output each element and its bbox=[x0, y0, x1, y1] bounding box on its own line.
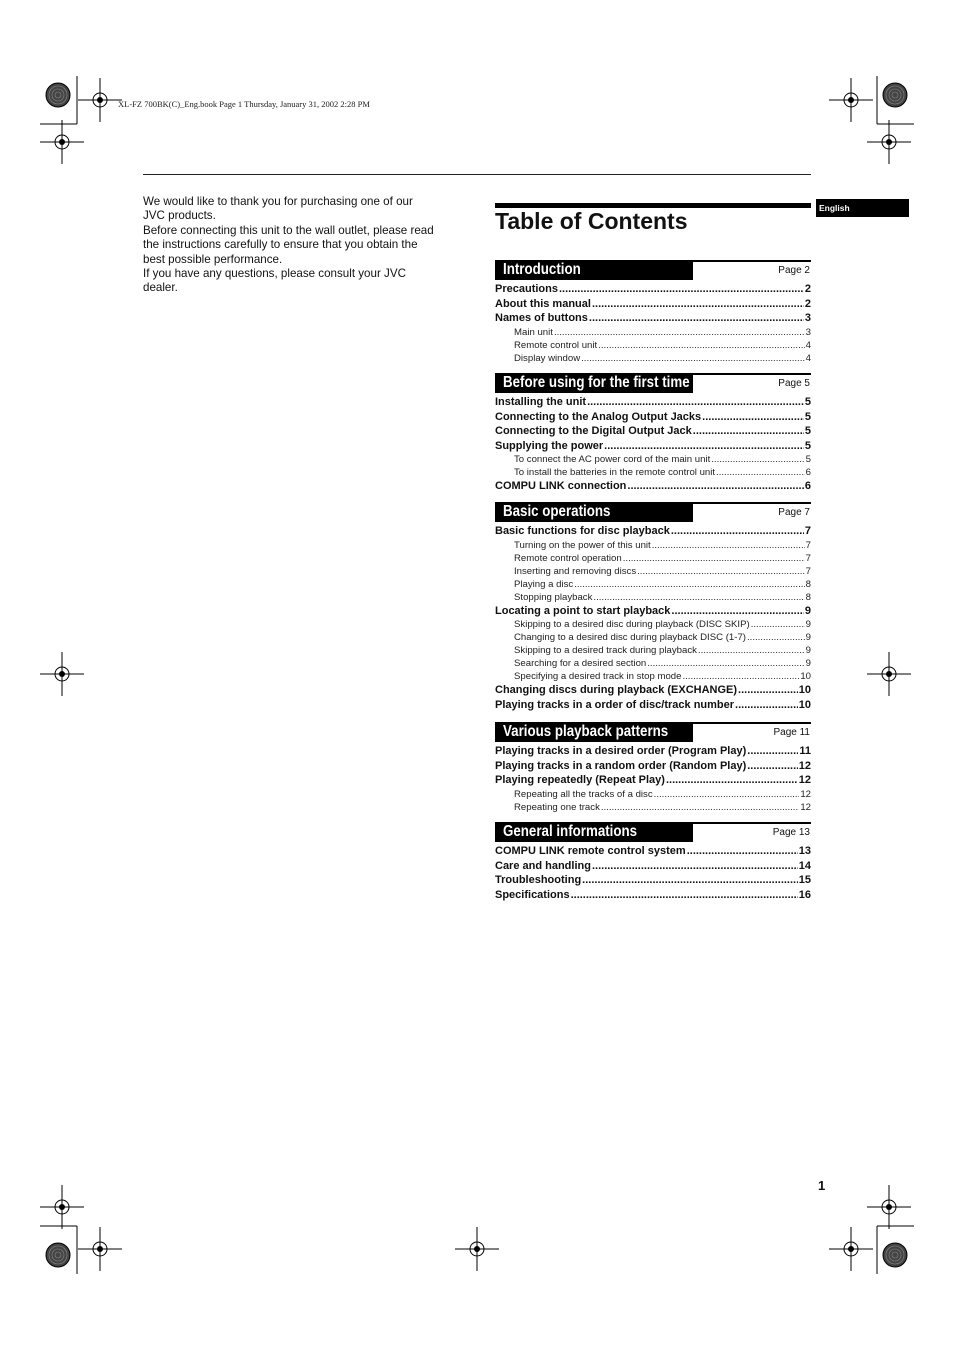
toc-entry-page: 7 bbox=[805, 552, 811, 564]
leader-dots bbox=[593, 591, 804, 604]
toc-entry-text: Skipping to a desired disc during playback (DISC SKIP) bbox=[514, 619, 750, 630]
toc-entries bbox=[495, 524, 811, 712]
toc-entry[interactable] bbox=[495, 888, 811, 903]
leader-dots bbox=[652, 539, 805, 552]
crosshair-dot bbox=[848, 97, 854, 103]
toc-entry-page: 2 bbox=[804, 283, 811, 295]
toc-section-introduction bbox=[495, 260, 811, 365]
toc-entry-text: Playing tracks in a desired order (Program Play) bbox=[495, 745, 747, 757]
crosshair-dot bbox=[886, 671, 892, 677]
toc-entry-page: 3 bbox=[805, 326, 811, 338]
crosshair-dot bbox=[59, 671, 65, 677]
toc-entry-text: Playing a disc bbox=[514, 578, 574, 590]
toc-entry-text: Connecting to the Analog Output Jacks bbox=[495, 410, 702, 423]
toc-entry-text: Remote control operation bbox=[514, 552, 622, 564]
toc-entry-page: 5 bbox=[804, 439, 811, 452]
intro-line: We would like to thank you for purchasing one of our bbox=[143, 195, 413, 208]
toc-entry[interactable] bbox=[495, 395, 811, 410]
leader-dots bbox=[671, 604, 803, 619]
toc-entries bbox=[495, 395, 811, 494]
toc-entry-text: Names of buttons bbox=[495, 312, 588, 324]
toc-entry-text: To connect the AC power cord of the main unit bbox=[514, 454, 711, 465]
intro-line: If you have any questions, please consult your JVC bbox=[143, 267, 406, 281]
leader-dots bbox=[693, 424, 804, 439]
toc-entry-text: Playing tracks in a order of disc/track number bbox=[495, 698, 735, 711]
toc-entry-text: Remote control unit bbox=[514, 339, 598, 351]
toc-entries bbox=[495, 744, 811, 814]
toc-entry[interactable] bbox=[495, 604, 811, 619]
toc-entry-page: 9 bbox=[805, 632, 811, 643]
leader-dots bbox=[747, 631, 805, 644]
toc-entry-page: 12 bbox=[800, 801, 811, 813]
toc-entry-page: 5 bbox=[804, 396, 811, 408]
toc-entry[interactable] bbox=[495, 524, 811, 539]
leader-dots bbox=[687, 844, 798, 859]
crosshair-dot bbox=[59, 139, 65, 145]
section-page: Page 13 bbox=[772, 827, 810, 838]
intro-line: best possible performance. bbox=[143, 252, 283, 266]
toc-entry[interactable] bbox=[495, 873, 811, 888]
leader-dots bbox=[623, 552, 805, 565]
leader-dots bbox=[751, 618, 805, 631]
toc-entry[interactable] bbox=[495, 466, 811, 479]
toc-entry-text: Playing repeatedly (Repeat Play) bbox=[495, 774, 665, 786]
section-title: Basic operations bbox=[503, 503, 611, 520]
toc-entry[interactable] bbox=[495, 683, 811, 698]
section-header-rule bbox=[693, 502, 811, 504]
toc-entry[interactable] bbox=[495, 670, 811, 683]
toc-entry-page: 15 bbox=[798, 874, 811, 886]
toc-entry[interactable] bbox=[495, 439, 811, 454]
toc-entry-page: 13 bbox=[798, 845, 811, 857]
print-header: XL-FZ 700BK(C)_Eng.book Page 1 Thursday, January 31, 2002 2:28 PM bbox=[118, 99, 370, 109]
leader-dots bbox=[581, 352, 805, 365]
toc-entry-text: Stopping playback bbox=[514, 591, 593, 603]
leader-dots bbox=[716, 466, 805, 479]
toc-entry[interactable] bbox=[495, 565, 811, 578]
toc-entry[interactable] bbox=[495, 424, 811, 439]
toc-entry-text: Main unit bbox=[514, 326, 553, 338]
crosshair-dot bbox=[97, 1246, 103, 1252]
leader-dots bbox=[604, 439, 804, 454]
toc-entry-text: COMPU LINK remote control system bbox=[495, 845, 686, 857]
leader-dots bbox=[702, 410, 804, 425]
section-header-rule bbox=[693, 373, 811, 375]
section-header-rule bbox=[693, 722, 811, 724]
leader-dots bbox=[637, 565, 805, 578]
toc-section-before-first-time bbox=[495, 373, 811, 494]
toc-entry-page: 9 bbox=[804, 604, 811, 617]
toc-entry-text: Skipping to a desired track during playback bbox=[514, 645, 697, 656]
crosshair-dot bbox=[59, 1204, 65, 1210]
target-icon bbox=[46, 83, 70, 107]
toc-entry[interactable] bbox=[495, 788, 811, 801]
toc-entry-text: Troubleshooting bbox=[495, 874, 582, 886]
leader-dots bbox=[747, 759, 798, 774]
toc-entry-text: Changing to a desired disc during playback DISC (1-7) bbox=[514, 632, 746, 643]
toc-entries bbox=[495, 844, 811, 902]
toc-entry-page: 16 bbox=[798, 888, 811, 901]
leader-dots bbox=[554, 326, 805, 339]
crosshair-dot bbox=[848, 1246, 854, 1252]
toc-entry[interactable] bbox=[495, 657, 811, 670]
leader-dots bbox=[671, 524, 804, 539]
toc-entry[interactable] bbox=[495, 578, 811, 591]
section-title: Introduction bbox=[503, 261, 581, 278]
toc-entry-text: Locating a point to start playback bbox=[495, 604, 671, 617]
intro-line: dealer. bbox=[143, 281, 178, 295]
toc-entry-page: 7 bbox=[804, 525, 811, 537]
toc-entry[interactable] bbox=[495, 744, 811, 759]
toc-entry-text: Basic functions for disc playback bbox=[495, 525, 670, 537]
toc-entry-page: 4 bbox=[805, 339, 811, 351]
leader-dots bbox=[666, 773, 798, 788]
toc-entry[interactable] bbox=[495, 311, 811, 326]
toc-entry-text: Specifying a desired track in stop mode bbox=[514, 671, 682, 682]
toc-entry-text: Turning on the power of this unit bbox=[514, 539, 651, 551]
toc-section-basic-operations bbox=[495, 502, 811, 712]
toc-entry[interactable] bbox=[495, 410, 811, 425]
toc-entry[interactable] bbox=[495, 698, 811, 713]
leader-dots bbox=[698, 644, 805, 657]
crosshair-dot bbox=[474, 1246, 480, 1252]
toc-entry-text: Repeating all the tracks of a disc bbox=[514, 788, 653, 800]
toc-entry-text: To install the batteries in the remote control unit bbox=[514, 467, 716, 478]
toc-entry[interactable] bbox=[495, 552, 811, 565]
toc-entry-page: 9 bbox=[805, 645, 811, 656]
page-number: 1 bbox=[818, 1178, 826, 1193]
toc-entry-page: 12 bbox=[800, 788, 811, 800]
toc-entry-page: 9 bbox=[805, 619, 811, 630]
toc-entry-text: Changing discs during playback (EXCHANGE) bbox=[495, 684, 738, 696]
section-page: Page 11 bbox=[773, 727, 810, 738]
leader-dots bbox=[735, 698, 798, 713]
leader-dots bbox=[582, 873, 798, 888]
leader-dots bbox=[574, 578, 804, 591]
crosshair-dot bbox=[97, 97, 103, 103]
toc-entry[interactable] bbox=[495, 326, 811, 339]
toc-entry-page: 11 bbox=[799, 745, 811, 757]
section-header bbox=[495, 502, 811, 522]
toc-entry[interactable] bbox=[495, 773, 811, 788]
leader-dots bbox=[592, 297, 804, 312]
toc-entry[interactable] bbox=[495, 591, 811, 604]
toc-entry-page: 2 bbox=[804, 297, 811, 310]
section-header-rule bbox=[693, 260, 811, 262]
toc-entry-text: Playing tracks in a random order (Random Play) bbox=[495, 759, 747, 772]
intro-line: Before connecting this unit to the wall outlet, please read bbox=[143, 223, 434, 237]
toc-entry[interactable] bbox=[495, 844, 811, 859]
toc-entries bbox=[495, 282, 811, 365]
leader-dots bbox=[598, 339, 804, 352]
leader-dots bbox=[682, 670, 799, 683]
section-page: Page 7 bbox=[778, 507, 810, 518]
leader-dots bbox=[571, 888, 798, 903]
crosshair-dot bbox=[886, 139, 892, 145]
toc-entry[interactable] bbox=[495, 479, 811, 494]
leader-dots bbox=[587, 395, 804, 410]
section-header bbox=[495, 722, 811, 742]
toc-entry[interactable] bbox=[495, 801, 811, 814]
target-icon bbox=[883, 83, 907, 107]
toc-entry-text: Supplying the power bbox=[495, 439, 604, 452]
toc-entry-page: 7 bbox=[805, 539, 811, 551]
toc-entry[interactable] bbox=[495, 539, 811, 552]
toc-entry[interactable] bbox=[495, 759, 811, 774]
leader-dots bbox=[589, 311, 804, 326]
toc-entry-text: Display window bbox=[514, 352, 581, 364]
leader-dots bbox=[601, 801, 799, 814]
toc-entry-text: Inserting and removing discs bbox=[514, 565, 637, 577]
toc-entry-text: Connecting to the Digital Output Jack bbox=[495, 425, 692, 437]
section-title: Before using for the first time bbox=[503, 374, 690, 391]
intro-line: JVC products. bbox=[143, 209, 216, 223]
leader-dots bbox=[654, 788, 800, 801]
toc-entry[interactable] bbox=[495, 352, 811, 365]
section-header bbox=[495, 260, 811, 280]
toc-entry-page: 10 bbox=[800, 671, 811, 682]
toc-entry-page: 8 bbox=[805, 591, 811, 603]
toc-entry-page: 12 bbox=[798, 759, 811, 772]
toc-entry[interactable] bbox=[495, 631, 811, 644]
toc-entry-text: Care and handling bbox=[495, 859, 591, 872]
toc-entry-page: 9 bbox=[805, 658, 811, 669]
toc-entry[interactable] bbox=[495, 618, 811, 631]
toc-entry[interactable] bbox=[495, 339, 811, 352]
toc-entry-page: 5 bbox=[804, 410, 811, 423]
toc-entry-page: 3 bbox=[804, 312, 811, 324]
toc-entry-page: 12 bbox=[798, 774, 811, 786]
toc-entry-text: Repeating one track bbox=[514, 801, 600, 813]
intro-line: the instructions carefully to ensure that you obtain the bbox=[143, 238, 418, 252]
toc-section-playback-patterns bbox=[495, 722, 811, 814]
toc-entry-page: 6 bbox=[805, 467, 811, 478]
section-header-rule bbox=[693, 822, 811, 824]
toc-entry-page: 10 bbox=[798, 698, 811, 711]
toc-entry-page: 10 bbox=[798, 684, 811, 696]
leader-dots bbox=[559, 282, 804, 297]
toc-entry-page: 5 bbox=[805, 454, 811, 465]
language-tab: English bbox=[816, 199, 909, 217]
section-page: Page 5 bbox=[778, 378, 810, 389]
section-page: Page 2 bbox=[778, 265, 810, 276]
toc-entry-text: Precautions bbox=[495, 283, 558, 295]
toc-entry-page: 6 bbox=[804, 480, 811, 492]
toc-entry[interactable] bbox=[495, 644, 811, 657]
leader-dots bbox=[627, 479, 803, 494]
section-title: Various playback patterns bbox=[503, 723, 669, 740]
toc-entry[interactable] bbox=[495, 859, 811, 874]
toc-entry-page: 7 bbox=[805, 565, 811, 577]
toc-entry-text: Specifications bbox=[495, 888, 570, 901]
toc-entry[interactable] bbox=[495, 282, 811, 297]
target-icon bbox=[883, 1243, 907, 1267]
leader-dots bbox=[747, 744, 798, 759]
toc-entry[interactable] bbox=[495, 453, 811, 466]
target-icon bbox=[46, 1243, 70, 1267]
toc-entry-page: 8 bbox=[805, 578, 811, 590]
leader-dots bbox=[711, 453, 804, 466]
toc-entry-page: 14 bbox=[798, 859, 811, 872]
toc-entry-text: About this manual bbox=[495, 297, 591, 310]
crosshair-dot bbox=[886, 1204, 892, 1210]
leader-dots bbox=[647, 657, 804, 670]
toc-entry-page: 5 bbox=[804, 425, 811, 437]
toc-entry-text: Searching for a desired section bbox=[514, 658, 647, 669]
section-header bbox=[495, 822, 811, 842]
toc-entry[interactable] bbox=[495, 297, 811, 312]
page-title: Table of Contents bbox=[495, 208, 688, 234]
top-rule bbox=[143, 174, 811, 175]
toc-entry-text: COMPU LINK connection bbox=[495, 480, 627, 492]
toc-entry-text: Installing the unit bbox=[495, 396, 587, 408]
section-title: General informations bbox=[503, 823, 638, 840]
leader-dots bbox=[738, 683, 798, 698]
intro-text bbox=[143, 195, 463, 296]
section-header bbox=[495, 373, 811, 393]
toc-entry-page: 4 bbox=[805, 352, 811, 364]
leader-dots bbox=[592, 859, 798, 874]
toc-section-general-informations bbox=[495, 822, 811, 902]
